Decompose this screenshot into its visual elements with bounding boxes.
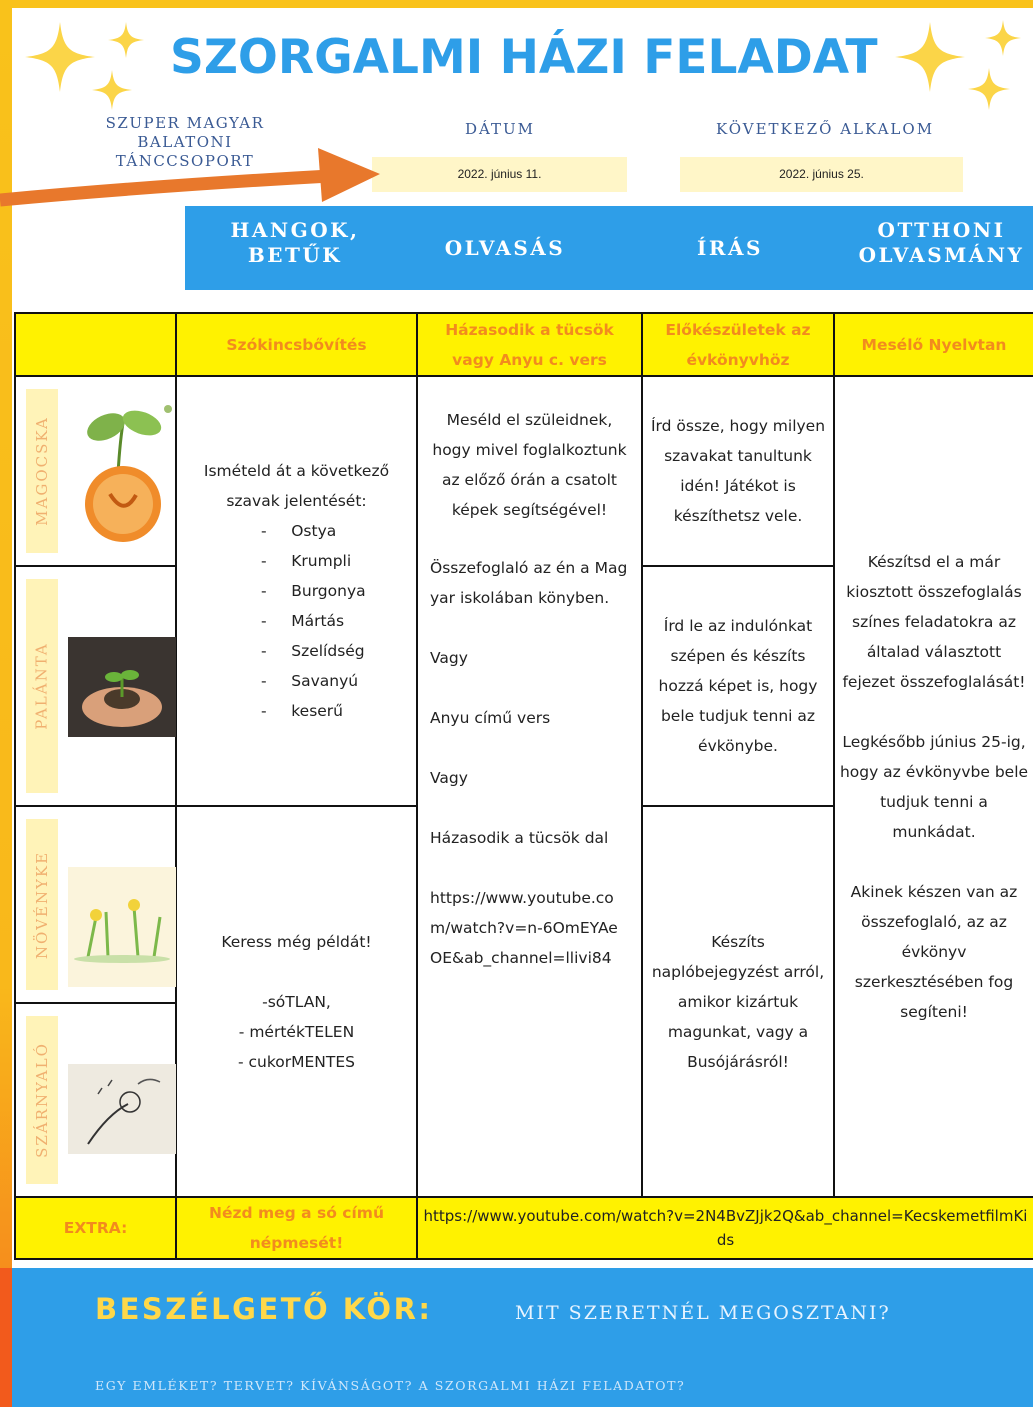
corner-cell xyxy=(15,313,176,376)
col3-a-cell xyxy=(642,376,834,566)
subject-hangok-betuk: HANGOK, BETŰK xyxy=(230,218,360,267)
level-label: MAGOCSKA xyxy=(33,416,51,526)
footer-subtitle: EGY EMLÉKET? TERVET? KÍVÁNSÁGOT? A SZORGALMI HÁZI FELADATOT? xyxy=(95,1378,686,1393)
word-item: - keserű xyxy=(261,702,344,720)
col4-cell xyxy=(834,376,1033,1197)
top-frame xyxy=(0,0,1033,8)
extra-link[interactable]: https://www.youtube.com/watch?v=2N4BvZJjk2Q&ab_channel=KecskemetfilmKids xyxy=(417,1197,1033,1259)
footer-accent xyxy=(0,1268,12,1407)
extra-label: EXTRA: xyxy=(15,1197,176,1259)
footer-question: MIT SZERETNÉL MEGOSZTANI? xyxy=(515,1302,891,1324)
level-label: SZÁRNYALÓ xyxy=(33,1042,51,1158)
col3-c-cell xyxy=(642,806,834,1197)
level-label: PALÁNTA xyxy=(33,642,52,730)
sparkle-star-icon xyxy=(92,70,132,110)
col3-a-text: Írd össze, hogy milyen szavakat tanultunk idén! Játékot is készíthetsz vele. xyxy=(650,417,826,525)
word-item: - Ostya xyxy=(261,522,337,540)
col3-b-cell xyxy=(642,566,834,806)
sparkle-star-icon xyxy=(968,68,1010,110)
col1-bottom-cell xyxy=(176,806,417,1197)
col4-text: Készítsd el a már kiosztott összefoglalás színes feladatokra az általad választott fejezet összefoglalását! Legkésőbb június 25-ig, hogy az évkönyvbe bele tudjuk tenni a munkádat. Akinek készen van az összefoglaló, az az évkönyv szerkesztésében fog segíteni! xyxy=(839,552,1029,1021)
word-item: - Mártás xyxy=(261,612,345,630)
word-item: - Savanyú xyxy=(261,672,359,690)
col2-top-text: Meséld el szüleidnek, hogy mivel foglalkoztunk az előző órán a csatolt képek segítségével! xyxy=(432,411,627,519)
seedling-photo-icon xyxy=(68,637,176,737)
next-session-value: 2022. június 25. xyxy=(680,157,963,192)
subheader-col4: Mesélő Nyelvtan xyxy=(834,313,1033,376)
word-item: - Burgonya xyxy=(261,582,366,600)
date-value: 2022. június 11. xyxy=(372,157,627,192)
page-title: SZORGALMI HÁZI FELADAT xyxy=(170,30,878,85)
level-palanta xyxy=(15,566,176,806)
subject-iras: ÍRÁS xyxy=(697,236,763,260)
sparkle-star-icon xyxy=(895,22,965,92)
level-magocska xyxy=(15,376,176,566)
subject-olvasas: OLVASÁS xyxy=(444,236,566,260)
word-item: - Krumpli xyxy=(261,552,352,570)
flying-seed-illustration-icon xyxy=(68,1064,176,1154)
seed-illustration-icon xyxy=(68,399,176,549)
col3-c-text: Készíts naplóbejegyzést arról, amikor kizártuk magunkat, vagy a Busójárásról! xyxy=(651,932,825,1071)
level-szarnyalo xyxy=(15,1003,176,1197)
subheader-col3: Előkészületek az évkönyvhöz xyxy=(642,313,834,376)
sparkle-star-icon xyxy=(985,20,1021,56)
arrow-right-icon xyxy=(0,140,385,210)
sprout-illustration-icon xyxy=(68,837,176,987)
word-list xyxy=(181,516,412,726)
level-novenyke xyxy=(15,806,176,1003)
subheader-col1: Szókincsbővítés xyxy=(176,313,417,376)
col1-top-cell xyxy=(176,376,417,806)
word-item: - Szelídség xyxy=(261,642,365,660)
sparkle-star-icon xyxy=(25,22,95,92)
col2-rest-text: Összefoglaló az én a Magyar iskolában könyben. Vagy Anyu című vers Vagy Házasodik a tücsök dal https://www.youtube.com/watch?v=n-6OmEYAeOE&ab_channel=llivi84 xyxy=(430,559,628,967)
next-session-label: KÖVETKEZŐ ALKALOM xyxy=(715,120,935,138)
footer-title: BESZÉLGETŐ KÖR: xyxy=(95,1292,433,1326)
left-frame xyxy=(0,0,12,1407)
extra-col1: Nézd meg a só című népmesét! xyxy=(176,1197,417,1259)
level-label: NÖVÉNYKE xyxy=(33,850,51,959)
date-label: DÁTUM xyxy=(464,120,536,138)
col2-cell xyxy=(417,376,642,1197)
homework-table xyxy=(14,312,1033,1260)
col3-b-text: Írd le az indulónkat szépen és készíts hozzá képet is, hogy bele tudjuk tenni az évkönybe. xyxy=(658,617,818,755)
col1-bottom-text: Keress még példát! -sóTLAN, - mértékTELEN - cukorMENTES xyxy=(221,932,372,1071)
subheader-col2: Házasodik a tücsök vagy Anyu c. vers xyxy=(417,313,642,376)
group-name: SZUPER MAGYAR BALATONI TÁNCCSOPORT xyxy=(105,114,265,170)
sparkle-star-icon xyxy=(108,22,144,58)
subject-otthoni-olvasmany: OTTHONI OLVASMÁNY xyxy=(858,218,1025,267)
col1-intro: Ismételd át a következő szavak jelentését: xyxy=(203,462,390,510)
